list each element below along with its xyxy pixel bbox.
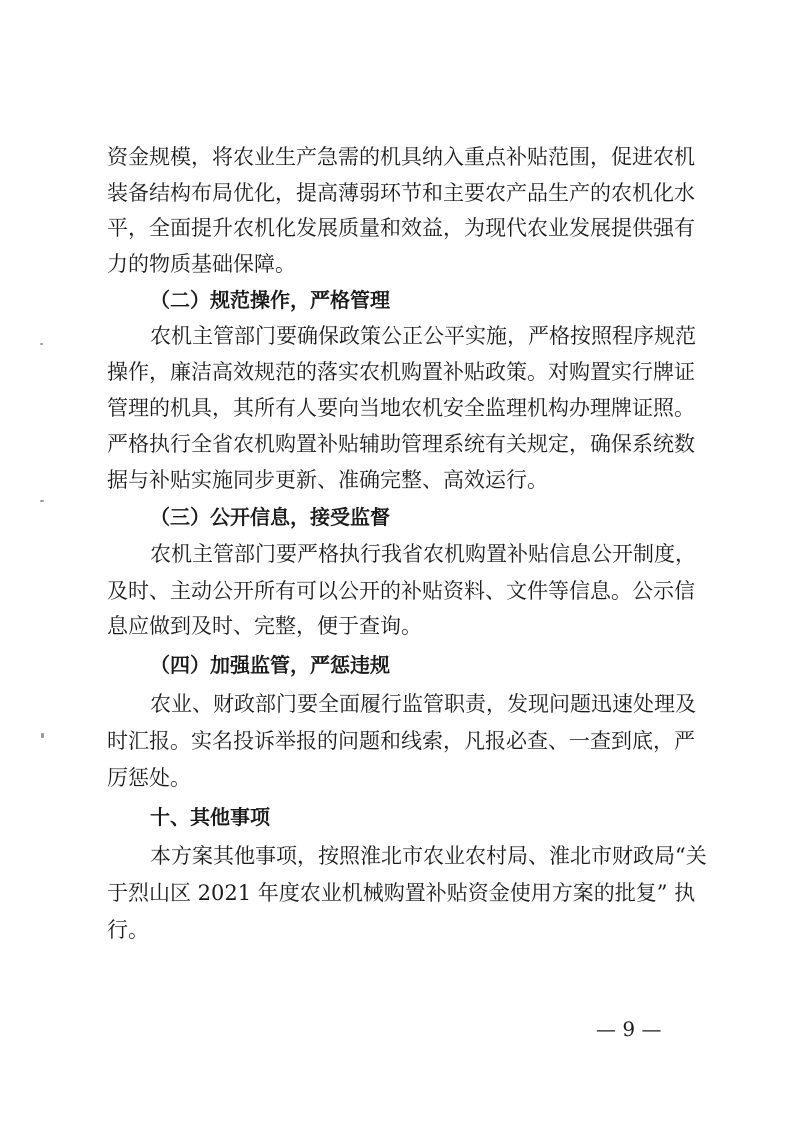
body-line: 农机主管部门要严格执行我省农机购置补贴信息公开制度， xyxy=(150,542,696,566)
body-line: 管理的机具，其所有人要向当地农机安全监理机构办理牌证照。 xyxy=(107,396,695,420)
section-heading: （三）公开信息，接受监督 xyxy=(150,505,390,529)
body-line: 农业、财政部门要全面履行监管职责，发现问题迅速处理及 xyxy=(150,692,696,716)
section-heading: （四）加强监管，严惩违规 xyxy=(150,653,390,677)
section-heading: （二）规范操作，严格管理 xyxy=(150,288,390,312)
body-line: 息应做到及时、完整，便于查询。 xyxy=(107,614,422,638)
body-line: 力的物质基础保障。 xyxy=(107,252,296,276)
page-number: — 9 — xyxy=(596,1017,662,1041)
scan-speck xyxy=(40,343,43,345)
body-line: 本方案其他事项，按照淮北市农业农村局、淮北市财政局“关 xyxy=(150,844,707,868)
body-line: 操作，廉洁高效规范的落实农机购置补贴政策。对购置实行牌证 xyxy=(107,360,695,384)
body-line: 时汇报。实名投诉举报的问题和线索，凡报必查、一查到底，严 xyxy=(107,729,695,753)
section-heading: 十、其他事项 xyxy=(150,805,270,829)
body-line: 装备结构布局优化，提高薄弱环节和主要农产品生产的农机化水 xyxy=(107,181,695,205)
body-line: 严格执行全省农机购置补贴辅助管理系统有关规定，确保系统数 xyxy=(107,432,695,456)
body-line: 农机主管部门要确保政策公正公平实施，严格按照程序规范 xyxy=(150,324,696,348)
scan-speck xyxy=(41,733,44,738)
body-line: 据与补贴实施同步更新、准确完整、高效运行。 xyxy=(107,468,548,492)
scan-speck xyxy=(40,500,44,502)
body-line: 于烈山区 2021 年度农业机械购置补贴资金使用方案的批复” 执 xyxy=(107,881,696,905)
body-line: 行。 xyxy=(107,918,149,942)
body-line: 资金规模，将农业生产急需的机具纳入重点补贴范围，促进农机 xyxy=(107,145,695,169)
body-line: 平，全面提升农机化发展质量和效益，为现代农业发展提供强有 xyxy=(107,216,695,240)
body-line: 厉惩处。 xyxy=(107,766,191,790)
body-line: 及时、主动公开所有可以公开的补贴资料、文件等信息。公示信 xyxy=(107,579,695,603)
